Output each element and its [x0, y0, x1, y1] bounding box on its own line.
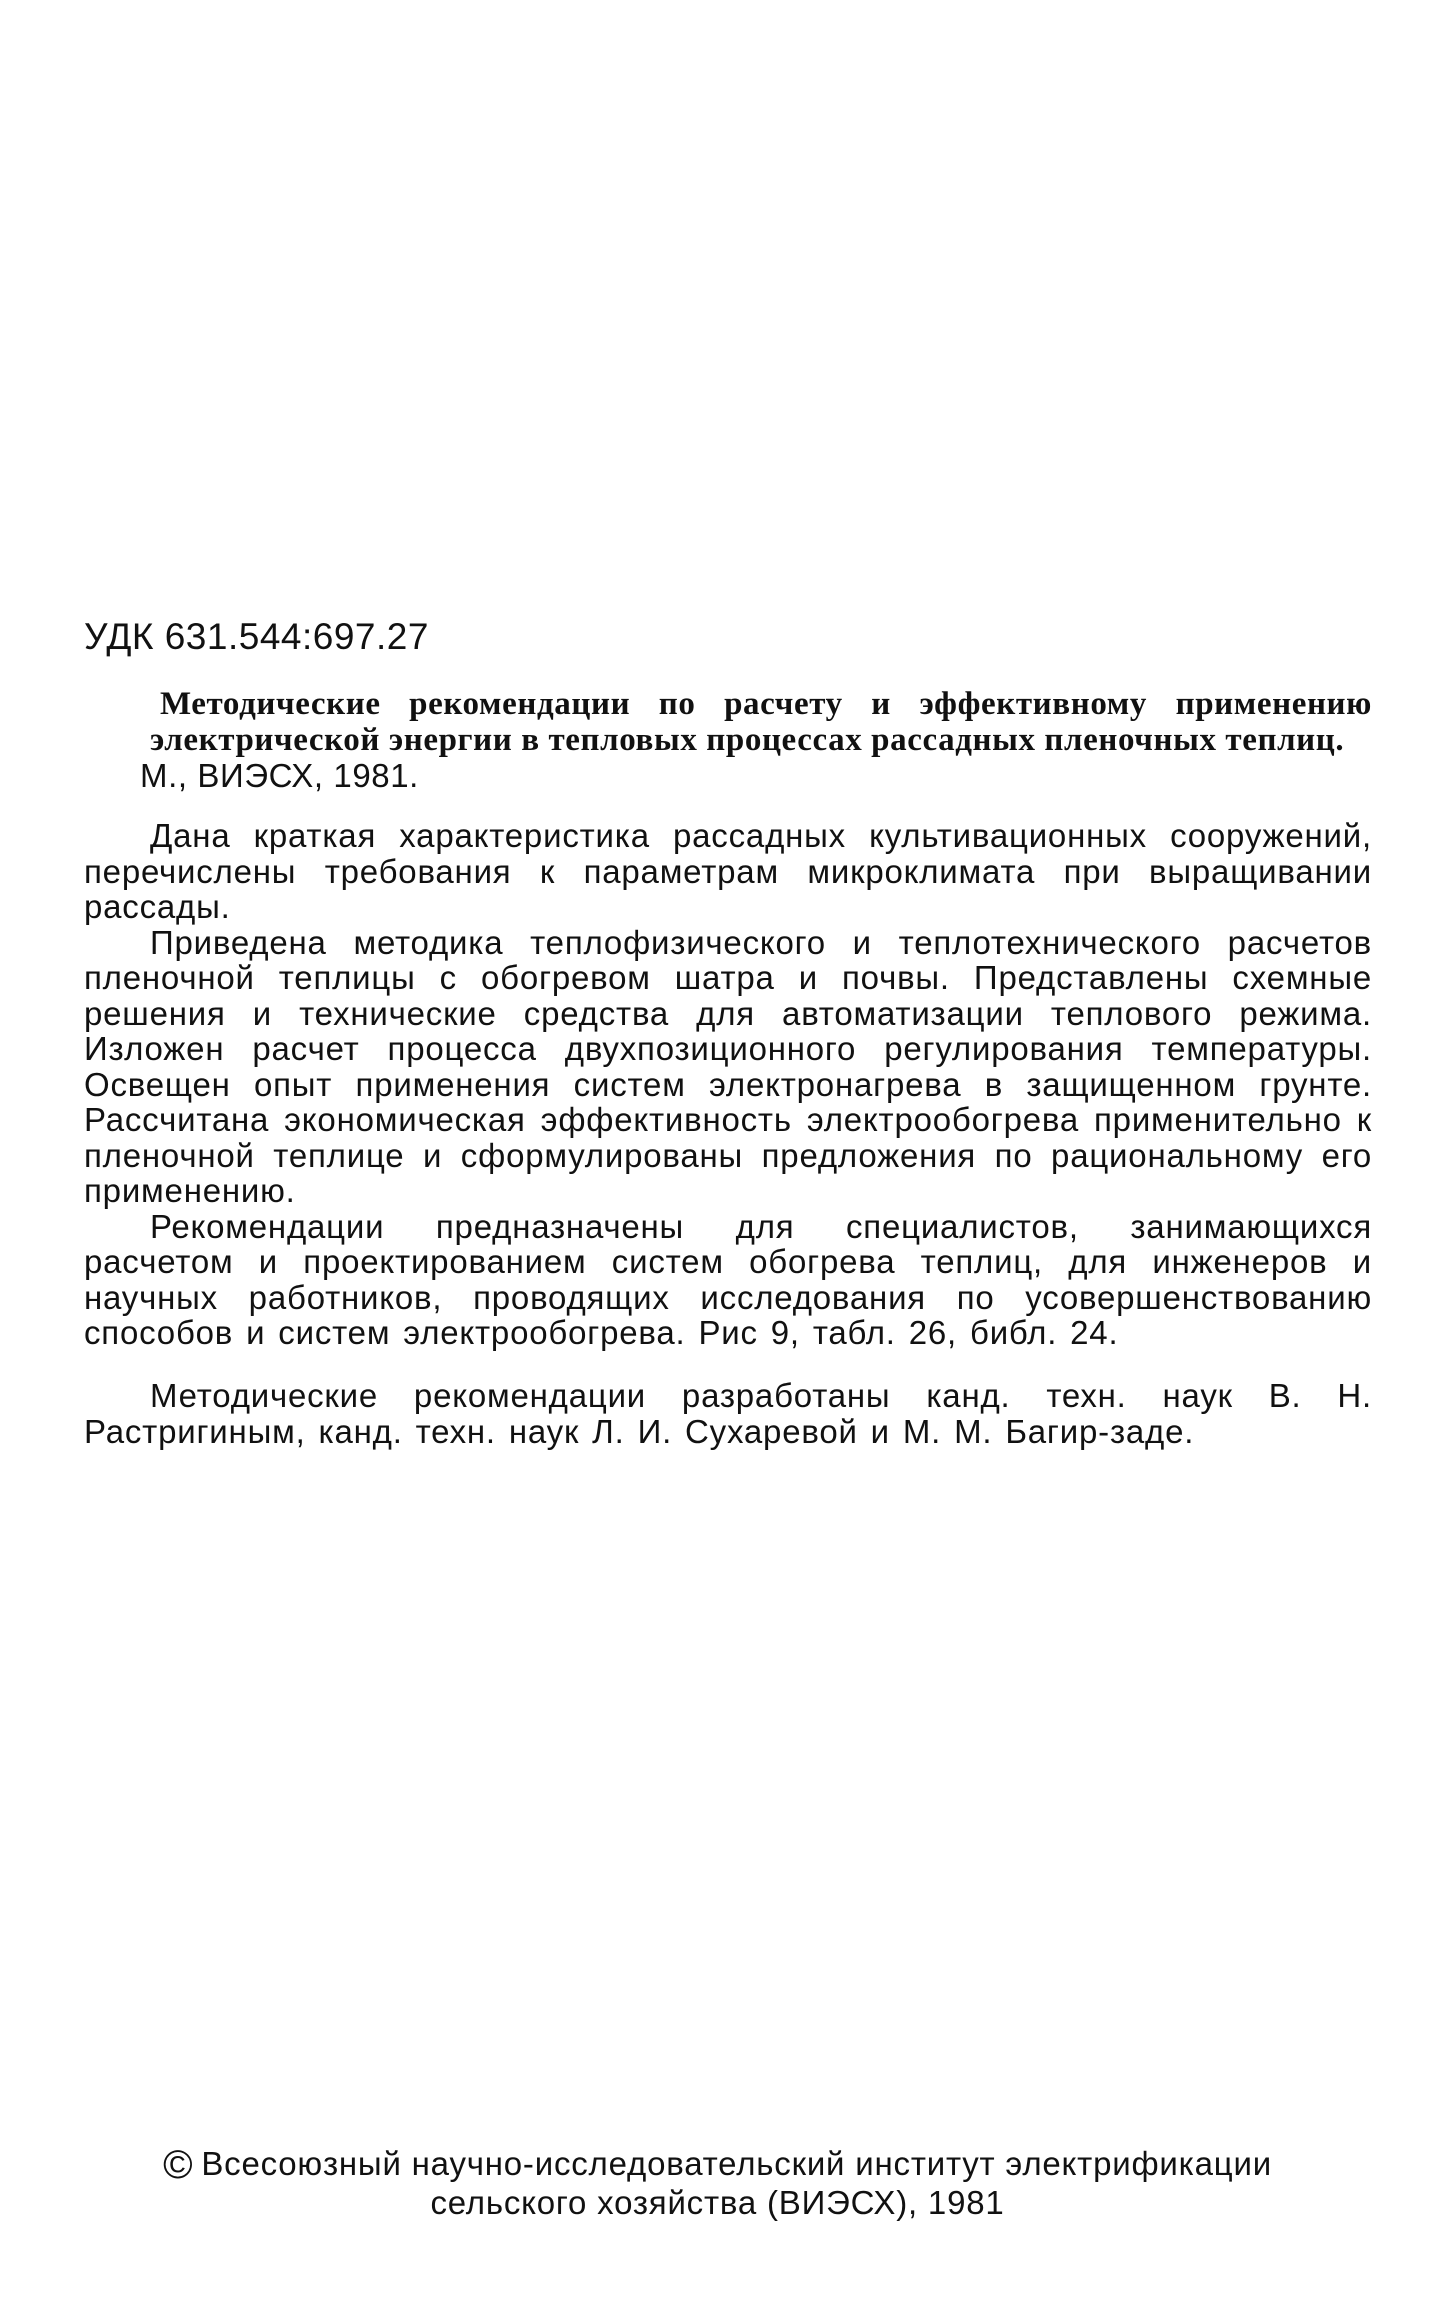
- bibliographic-title: [140, 686, 1372, 794]
- publisher-line: М., ВИЭСХ, 1981.: [140, 757, 419, 794]
- udk-code: УДК 631.544:697.27: [84, 616, 429, 657]
- copyright-icon: ©: [163, 2143, 194, 2187]
- authors-note: Методические рекомендации разработаны канд. техн. наук В. Н. Растригиным, канд. техн. наук Л. И. Сухаревой и М. М. Багир-заде.: [84, 1377, 1372, 1450]
- abstract-paragraph: Рекомендации предназначены для специалистов, занимающихся расчетом и проектированием систем обогрева теплиц, для инженеров и научных работников, проводящих исследования по усовершенствованию способов и систем электрообогрева. Рис 9, табл. 26, библ. 24.: [84, 1207, 1372, 1351]
- copyright-notice: [0, 2145, 1435, 2222]
- title-text: Методические рекомендации по расчету и эффективному применению электрической энергии в тепловых процессах рассадных пленочных теплиц.: [150, 686, 1372, 758]
- abstract-paragraph: Приведена методика теплофизического и теплотехнического расчетов пленочной теплицы с обогревом шатра и почвы. Представлены схемные решения и технические средства для автоматизации теплового режима. Изложен расчет процесса двухпозиционного регулирования температуры. Освещен опыт применения систем электронагрева в защищенном грунте. Рассчитана экономическая эффективность электрообогрева применительно к пленочной теплице и сформулированы предложения по рациональному его применению.: [84, 923, 1372, 1209]
- copyright-line-2: сельского хозяйства (ВИЭСХ), 1981: [430, 2184, 1005, 2221]
- copyright-line-1: Всесоюзный научно-исследовательский институт электрификации: [201, 2145, 1272, 2182]
- abstract-paragraph: Дана краткая характеристика рассадных культивационных сооружений, перечислены требования к параметрам микроклимата при выращивании рассады.: [84, 817, 1372, 925]
- abstract: [84, 818, 1372, 1351]
